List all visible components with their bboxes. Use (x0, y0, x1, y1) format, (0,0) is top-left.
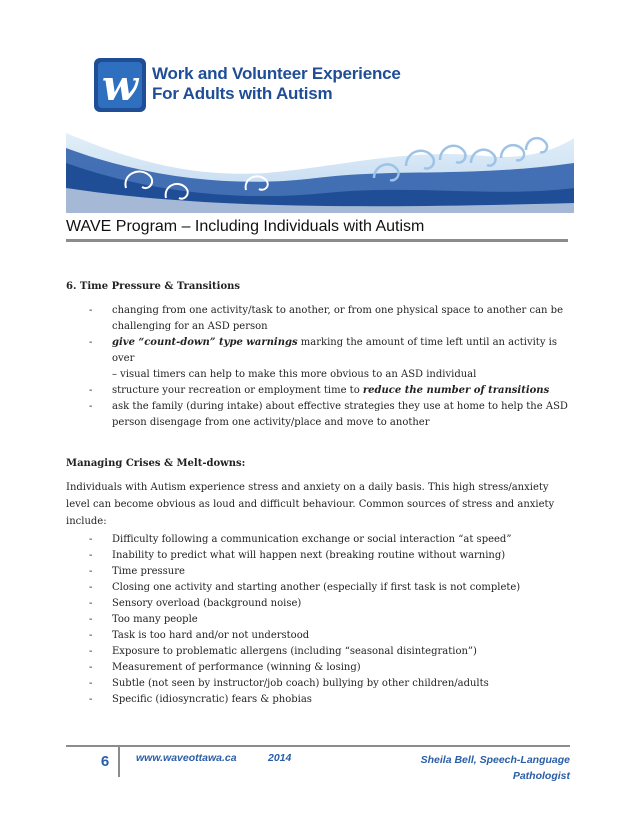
list-item: - Task is too hard and/or not understood (89, 630, 310, 641)
footer-divider (66, 745, 570, 747)
list-item: - Subtle (not seen by instructor/job coach) bullying by other children/adults (89, 678, 489, 689)
crises-intro-paragraph: Individuals with Autism experience stress and anxiety on a daily basis. This high stress/anxiety level can become obvious as loud and difficult behaviour. Common sources of stress and anxiety include: (66, 482, 555, 527)
logo-title-line2: For Adults with Autism (152, 84, 333, 103)
footer-author: Sheila Bell, Speech-Language Pathologist (420, 754, 570, 782)
list-item: - Closing one activity and starting another (especially if first task is not complete) (89, 582, 521, 593)
list-item: - Sensory overload (background noise) (89, 598, 302, 609)
list-item: - changing from one activity/task to another, or from one physical space to another can be challenging for an ASD person (89, 305, 563, 332)
list-item: - Time pressure (89, 566, 185, 577)
title-divider (66, 239, 568, 242)
document-title: WAVE Program – Including Individuals with Autism (66, 218, 425, 235)
list-item: - Too many people (89, 614, 198, 625)
list-item: - Exposure to problematic allergens (including “seasonal disintegration”) (89, 646, 477, 657)
page-number: 6 (100, 753, 110, 770)
footer-year: 2014 (268, 752, 292, 764)
stress-sources-list (89, 532, 569, 708)
time-pressure-list (89, 303, 569, 431)
logo-letter: w (101, 61, 139, 110)
list-item: - structure your recreation or employment time to reduce the number of transitions (89, 385, 550, 396)
section-heading-time-pressure: 6. Time Pressure & Transitions (66, 281, 241, 292)
list-item: - give “count-down” type warnings marking the amount of time left until an activity is over – visual timers can help to make this more obvious to an ASD individual (89, 337, 557, 380)
page-number-divider (118, 747, 120, 777)
list-item: - ask the family (during intake) about effective strategies they use at home to help the ASD person disengage from one activity/place and move to another (89, 401, 568, 428)
logo-title-line1: Work and Volunteer Experience (152, 64, 401, 83)
list-item: - Measurement of performance (winning & losing) (89, 662, 361, 673)
list-item: - Difficulty following a communication exchange or social interaction “at speed” (89, 534, 512, 545)
list-item: - Inability to predict what will happen next (breaking routine without warning) (89, 550, 506, 561)
footer-website-link[interactable]: www.waveottawa.ca (136, 752, 237, 764)
list-item: - Specific (idiosyncratic) fears & phobias (89, 694, 312, 705)
section-heading-crises: Managing Crises & Melt-downs: (66, 458, 246, 469)
